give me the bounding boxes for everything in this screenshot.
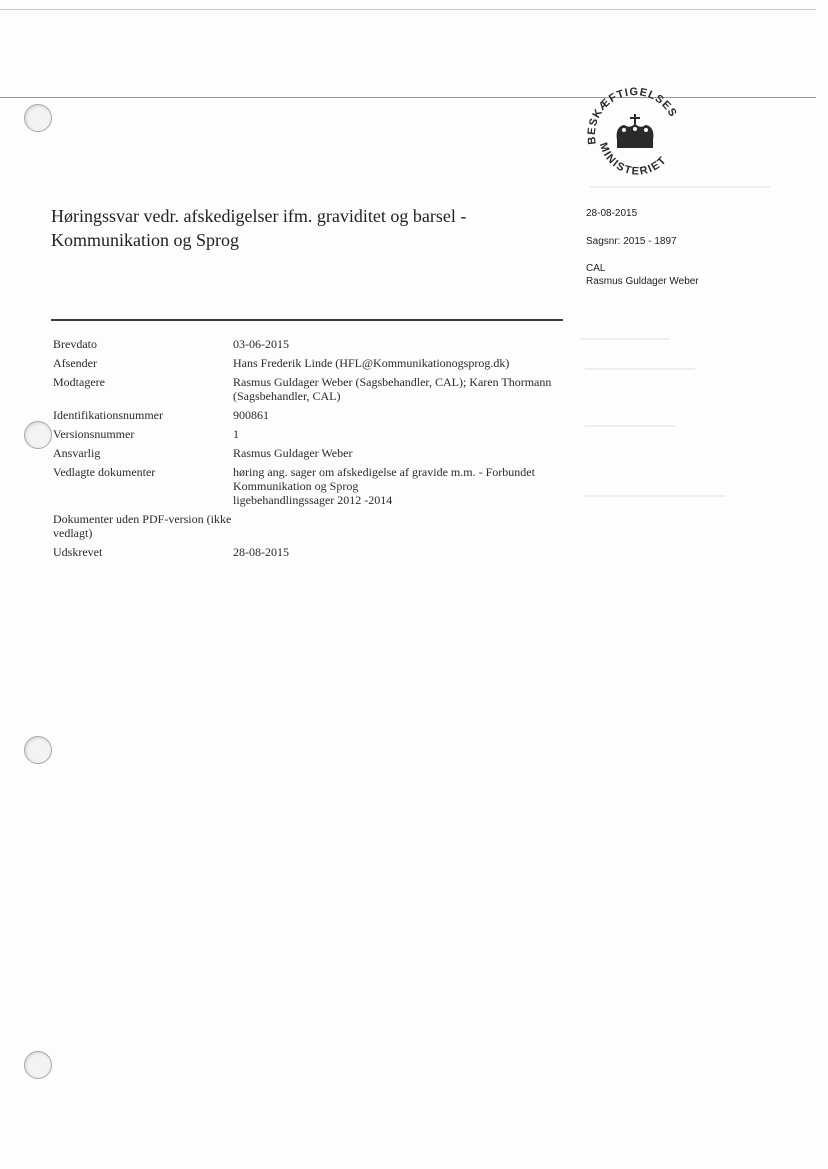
field-row — [53, 446, 573, 460]
field-row — [53, 337, 573, 351]
field-value — [233, 545, 573, 559]
field-value-line: høring ang. sager om afskedigelse af gravide m.m. - Forbundet — [233, 465, 535, 479]
field-row — [53, 465, 573, 507]
field-value — [233, 512, 573, 540]
field-value — [233, 446, 573, 460]
ministry-crest-logo — [580, 82, 690, 192]
bleed-through — [580, 338, 670, 340]
handler-initials: CAL — [586, 263, 606, 274]
scan-line-header — [0, 97, 816, 98]
bleed-through — [585, 425, 675, 427]
punch-hole — [24, 736, 52, 764]
field-value — [233, 427, 573, 441]
field-label: Ansvarlig — [53, 446, 101, 460]
field-label: Udskrevet — [53, 545, 103, 559]
logo-bottom-text: MINISTERIET — [596, 141, 670, 178]
field-label: Vedlagte dokumenter — [53, 465, 156, 479]
metadata-fields — [53, 337, 573, 564]
logo-top-text: BESKÆFTIGELSES — [585, 86, 680, 146]
field-row — [53, 408, 573, 422]
handler-name: Rasmus Guldager Weber — [586, 276, 699, 287]
field-value-line: Kommunikation og Sprog — [233, 479, 359, 493]
field-value — [233, 375, 573, 403]
field-label: Versionsnummer — [53, 427, 135, 441]
field-value-line: (Sagsbehandler, CAL) — [233, 389, 341, 403]
scan-line-top — [0, 9, 816, 10]
field-value-line: 28-08-2015 — [233, 545, 289, 559]
field-row — [53, 375, 573, 403]
field-value-line: 03-06-2015 — [233, 337, 289, 351]
field-value — [233, 408, 573, 422]
case-number: Sagsnr: 2015 - 1897 — [586, 236, 677, 247]
bleed-through — [585, 495, 725, 497]
field-label: Identifikationsnummer — [53, 408, 163, 422]
field-value — [233, 356, 573, 370]
field-value-line: 1 — [233, 427, 239, 441]
field-label: Modtagere — [53, 375, 105, 389]
field-value — [233, 465, 573, 507]
field-value-line: Hans Frederik Linde (HFL@Kommunikationogsprog.dk) — [233, 356, 510, 370]
field-row — [53, 512, 573, 540]
field-row — [53, 356, 573, 370]
field-value-line: Rasmus Guldager Weber (Sagsbehandler, CAL); Karen Thormann — [233, 375, 552, 389]
punch-hole — [24, 1051, 52, 1079]
crown-icon — [618, 114, 653, 147]
field-label: Afsender — [53, 356, 97, 370]
punch-hole — [24, 421, 52, 449]
title-divider — [51, 319, 563, 321]
field-value — [233, 337, 573, 351]
field-value-line: ligebehandlingssager 2012 -2014 — [233, 493, 393, 507]
field-value-line: 900861 — [233, 408, 269, 422]
field-label: Dokumenter uden PDF-version (ikke vedlagt) — [53, 512, 232, 540]
document-date: 28-08-2015 — [586, 208, 638, 219]
bleed-through — [585, 368, 695, 370]
field-label: Brevdato — [53, 337, 97, 351]
field-row — [53, 545, 573, 559]
punch-hole — [24, 104, 52, 132]
field-row — [53, 427, 573, 441]
document-title: Høringssvar vedr. afskedigelser ifm. graviditet og barsel - Kommunikation og Sprog — [51, 206, 467, 250]
field-value-line: Rasmus Guldager Weber — [233, 446, 353, 460]
